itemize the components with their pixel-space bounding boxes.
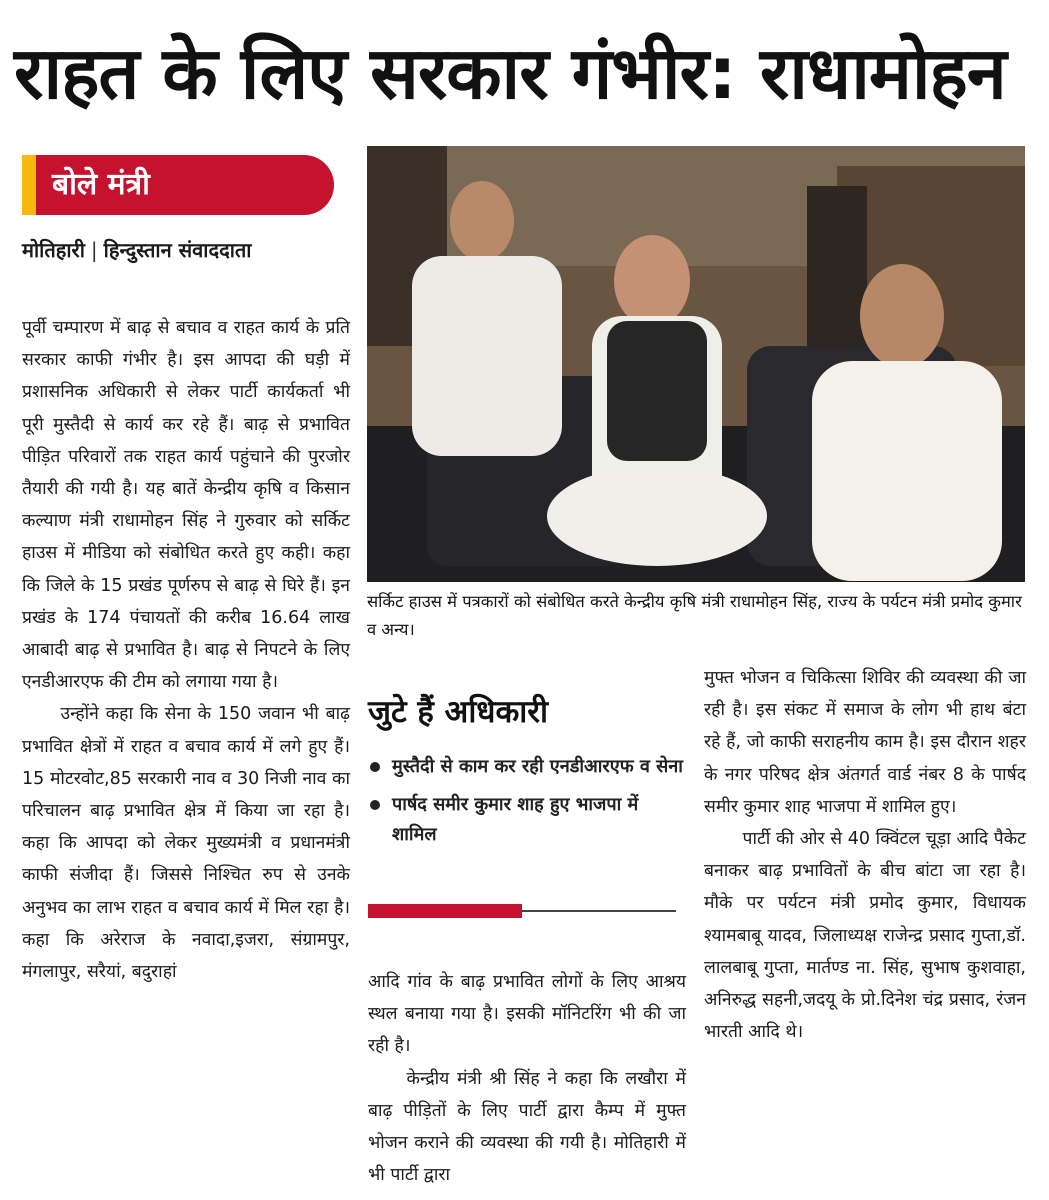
paragraph: पार्टी की ओर से 40 क्विंटल चूड़ा आदि पैकेट बनाकर बाढ़ प्रभावितों के बीच बांटा जा रहा है। मौके पर पर्यटन मंत्री प्रमोद कुमार, विधायक श्यामबाबू यादव, जिलाध्यक्ष राजेन्द्र प्रसाद गुप्ता,डॉ. लालबाबू गुप्ता, मार्तण्ड ना. सिंह, सुभाष कुशवाहा, अनिरुद्ध सहनी,जदयू के प्रो.दिनेश चंद्र प्रसाद, रंजन भारती आदि थे। xyxy=(704,829,1026,1043)
paragraph: केन्द्रीय मंत्री श्री सिंह ने कहा कि लखौरा में बाढ़ पीड़ितों के लिए पार्टी द्वारा कैम्प में मुफ्त भोजन कराने की व्यवस्था की गयी है। मोतिहारी में भी पार्टी द्वारा xyxy=(368,1068,686,1186)
sidebar-bullets xyxy=(368,752,688,858)
press-conference-photo xyxy=(367,146,1025,582)
paragraph: आदि गांव के बाढ़ प्रभावित लोगों के लिए आश्रय स्थल बनाया गया है। इसकी मॉनिटरिंग भी की जा रही है। xyxy=(368,972,686,1057)
article-column-1 xyxy=(22,312,350,988)
article-column-2 xyxy=(368,966,686,1191)
bullet-item: पार्षद समीर कुमार शाह हुए भाजपा में शामिल xyxy=(368,790,688,850)
dateline xyxy=(22,236,342,263)
divider-accent xyxy=(368,904,522,918)
section-kicker xyxy=(22,155,334,215)
dateline-place: मोतिहारी xyxy=(22,238,85,262)
dateline-separator: | xyxy=(90,238,98,262)
dateline-byline: हिन्दुस्तान संवाददाता xyxy=(103,238,252,262)
sidebar-heading: जुटे हैं अधिकारी xyxy=(368,694,548,730)
paragraph: मुफ्त भोजन व चिकित्सा शिविर की व्यवस्था की जा रही है। इस संकट में समाज के लोग भी हाथ बंटा रहे हैं, जो काफी सराहनीय काम है। इस दौरान शहर के नगर परिषद क्षेत्र अंतगर्त वार्ड नंबर 8 के पार्षद समीर कुमार शाह भाजपा में शामिल हुए। xyxy=(704,668,1026,817)
paragraph: पूर्वी चम्पारण में बाढ़ से बचाव व राहत कार्य के प्रति सरकार काफी गंभीर है। इस आपदा की घड़ी में प्रशासनिक अधिकारी से लेकर पार्टी कार्यकर्ता भी पूरी मुस्तैदी से कार्य कर रहे हैं। बाढ़ से प्रभावित पीड़ित परिवारों तक राहत कार्य पहुंचाने की पुरजोर तैयारी की गयी है। यह बातें केन्द्रीय कृषि व किसान कल्याण मंत्री राधामोहन सिंह ने गुरुवार को सर्किट हाउस में मीडिया को संबोधित करते हुए कही। कहा कि जिले के 15 प्रखंड पूर्णरुप से बाढ़ से घिरे हैं। इन प्रखंड के 174 पंचायतों की करीब 16.64 लाख आबादी बाढ़ से प्रभावित है। बाढ़ से निपटने के लिए एनडीआरएफ की टीम को लगाया गया है। xyxy=(22,318,350,693)
kicker-accent-bar xyxy=(22,155,36,215)
paragraph: उन्होंने कहा कि सेना के 150 जवान भी बाढ़ प्रभावित क्षेत्रों में राहत व बचाव कार्य में लगे हुए हैं। 15 मोटरवोट,85 सरकारी नाव व 30 निजी नाव का परिचालन बाढ़ प्रभावित क्षेत्र में किया जा रहा है। कहा कि आपदा को लेकर मुख्यमंत्री व प्रधानमंत्री काफी संजीदा हैं। जिससे निश्चित रुप से उनके अनुभव का लाभ राहत व बचाव कार्य में मिल रहा है। कहा कि अरेराज के नवादा,इजरा, संग्रामपुर, मंगलापुर, सरैयां, बदुराहां xyxy=(22,704,350,983)
divider-line xyxy=(522,910,676,912)
photo-caption: सर्किट हाउस में पत्रकारों को संबोधित करते केन्द्रीय कृषि मंत्री राधामोहन सिंह, राज्य के पर्यटन मंत्री प्रमोद कुमार व अन्य। xyxy=(367,592,1022,639)
bullet-item: मुस्तैदी से काम कर रही एनडीआरएफ व सेना xyxy=(368,752,688,782)
kicker-label: बोले मंत्री xyxy=(52,167,150,202)
photo-illustration xyxy=(367,146,1025,582)
article-column-3 xyxy=(704,662,1026,1048)
headline: राहत के लिए सरकार गंभीर: राधामोहन xyxy=(14,31,1006,115)
